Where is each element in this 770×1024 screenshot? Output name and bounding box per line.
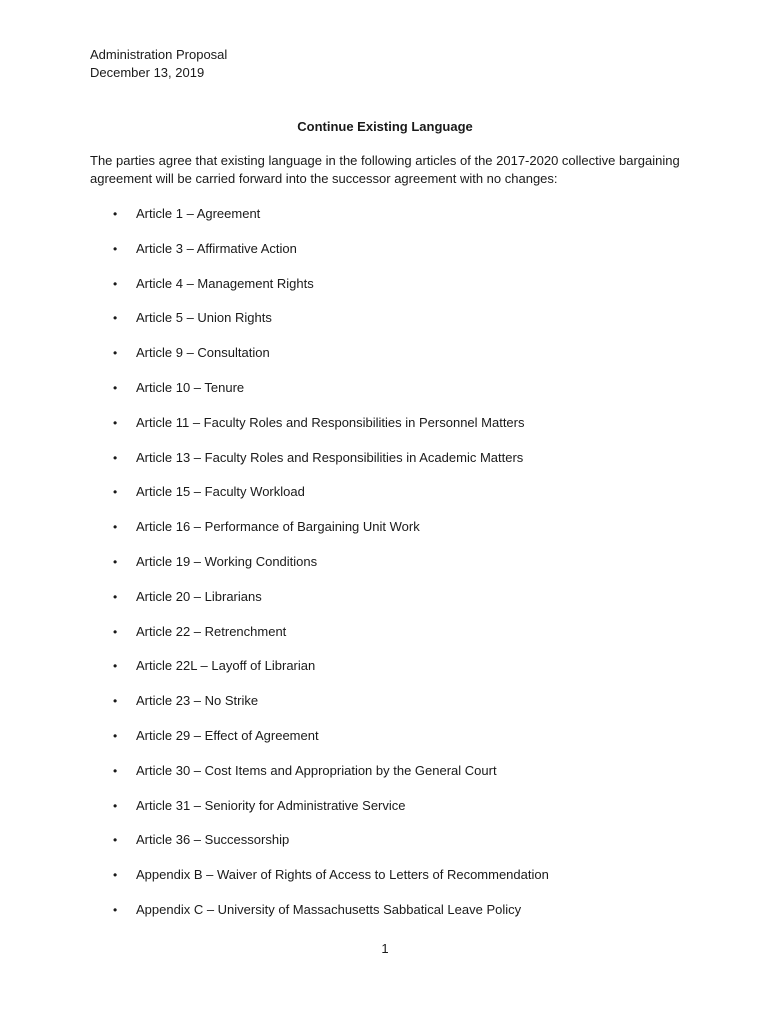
article-label: Article 29 – Effect of Agreement [136, 727, 319, 743]
document-title: Continue Existing Language [297, 119, 473, 134]
bullet-icon: • [113, 589, 118, 604]
bullet-icon: • [113, 902, 118, 917]
bullet-icon: • [113, 659, 118, 674]
bullet-icon: • [113, 415, 118, 430]
article-label: Article 3 – Affirmative Action [136, 240, 297, 256]
article-label: Article 5 – Union Rights [136, 310, 272, 326]
article-label: Article 9 – Consultation [136, 345, 270, 361]
proposal-date: December 13, 2019 [90, 65, 205, 80]
bullet-icon: • [113, 868, 118, 883]
intro-line-1: The parties agree that existing language in the following articles of the 2017-2020 collective bargaining [90, 153, 680, 168]
bullet-icon: • [113, 554, 118, 569]
article-label: Article 15 – Faculty Workload [136, 484, 305, 500]
bullet-icon: • [113, 207, 118, 221]
bullet-icon: • [113, 798, 118, 813]
article-label: Appendix B – Waiver of Rights of Access to Letters of Recommendation [136, 867, 549, 883]
bullet-icon: • [113, 728, 118, 743]
article-label: Article 20 – Librarians [136, 588, 262, 604]
bullet-icon: • [113, 276, 118, 291]
bullet-icon: • [113, 311, 118, 326]
article-label: Article 10 – Tenure [136, 379, 245, 395]
article-label: Article 30 – Cost Items and Appropriation by the General Court [136, 762, 497, 778]
intro-line-2: agreement will be carried forward into the successor agreement with no changes: [90, 171, 558, 186]
bullet-icon: • [113, 346, 118, 361]
bullet-icon: • [113, 241, 118, 256]
bullet-icon: • [113, 485, 118, 500]
article-label: Article 4 – Management Rights [136, 275, 314, 291]
proposal-label: Administration Proposal [90, 47, 228, 62]
bullet-icon: • [113, 380, 118, 395]
article-label: Article 13 – Faculty Roles and Responsibilities in Academic Matters [136, 449, 524, 465]
bullet-icon: • [113, 833, 118, 848]
article-label: Article 31 – Seniority for Administrative Service [136, 797, 406, 813]
article-label: Article 36 – Successorship [136, 832, 290, 848]
bullet-icon: • [113, 694, 118, 709]
article-label: Article 16 – Performance of Bargaining Unit Work [136, 519, 420, 535]
document-header [90, 46, 227, 82]
article-label: Article 22 – Retrenchment [136, 623, 287, 639]
article-label: Article 11 – Faculty Roles and Responsibilities in Personnel Matters [136, 414, 525, 430]
article-label: Article 19 – Working Conditions [136, 553, 318, 569]
bullet-icon: • [113, 450, 118, 465]
bullet-icon: • [113, 624, 118, 639]
article-label: Article 23 – No Strike [136, 693, 259, 709]
intro-paragraph [90, 152, 690, 188]
page-number: 1 [381, 941, 389, 956]
bullet-icon: • [113, 763, 118, 778]
article-label: Appendix C – University of Massachusetts Sabbatical Leave Policy [136, 901, 522, 917]
bullet-icon: • [113, 520, 118, 535]
article-label: Article 22L – Layoff of Librarian [136, 658, 316, 674]
article-label: Article 1 – Agreement [136, 206, 261, 221]
